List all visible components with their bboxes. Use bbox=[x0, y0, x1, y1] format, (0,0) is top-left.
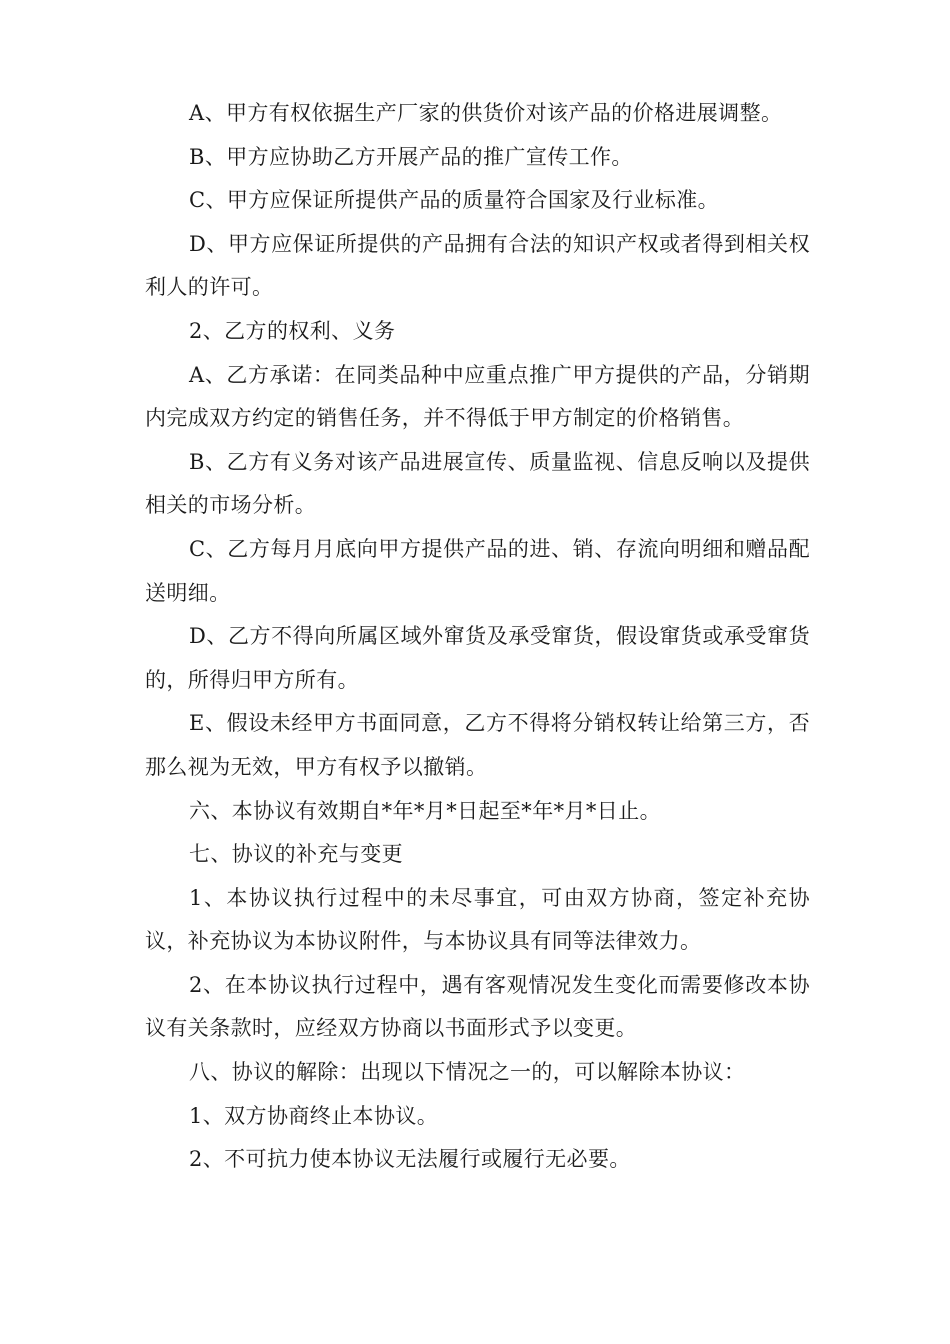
clause-b-e-transfer: E、假设未经甲方书面同意，乙方不得将分销权转让给第三方，否那么视为无效，甲方有权予以撤销。 bbox=[145, 711, 810, 779]
document-body bbox=[145, 92, 810, 1182]
clause-b-d-cross-region: D、乙方不得向所属区域外窜货及承受窜货，假设窜货或承受窜货的，所得归甲方所有。 bbox=[145, 624, 810, 692]
section-amendment: 七、协议的补充与变更 bbox=[189, 842, 403, 867]
section-validity-period: 六、本协议有效期自*年*月*日起至*年*月*日止。 bbox=[189, 798, 661, 823]
clause-d-ip-rights: D、甲方应保证所提供的产品拥有合法的知识产权或者得到相关权利人的许可。 bbox=[145, 231, 810, 300]
clause-a-price-adjustment: A、甲方有权依据生产厂家的供货价对该产品的价格进展调整。 bbox=[189, 101, 783, 125]
clause-b-b-promotion-duty: B、乙方有义务对该产品进展宣传、质量监视、信息反响以及提供相关的市场分析。 bbox=[145, 449, 810, 518]
clause-amendment-1: 1、本协议执行过程中的未尽事宜，可由双方协商，签定补充协议，补充协议为本协议附件，与本协议具有同等法律效力。 bbox=[145, 885, 810, 954]
clause-termination-2: 2、不可抗力使本协议无法履行或履行无必要。 bbox=[189, 1147, 631, 1172]
clause-c-quality: C、甲方应保证所提供产品的质量符合国家及行业标准。 bbox=[189, 188, 720, 213]
section-party-b-rights: 2、乙方的权利、义务 bbox=[189, 318, 396, 343]
clause-b-promotion-assist: B、甲方应协助乙方开展产品的推广宣传工作。 bbox=[189, 144, 633, 169]
clause-b-a-commitment: A、乙方承诺：在同类品种中应重点推广甲方提供的产品，分销期内完成双方约定的销售任务，并不得低于甲方制定的价格销售。 bbox=[145, 362, 810, 431]
clause-amendment-2: 2、在本协议执行过程中，遇有客观情况发生变化而需要修改本协议有关条款时，应经双方协商以书面形式予以变更。 bbox=[145, 972, 810, 1041]
clause-b-c-monthly-report: C、乙方每月月底向甲方提供产品的进、销、存流向明细和赠品配送明细。 bbox=[145, 536, 810, 605]
clause-termination-1: 1、双方协商终止本协议。 bbox=[189, 1103, 439, 1128]
section-termination: 八、协议的解除：出现以下情况之一的，可以解除本协议： bbox=[189, 1060, 746, 1085]
